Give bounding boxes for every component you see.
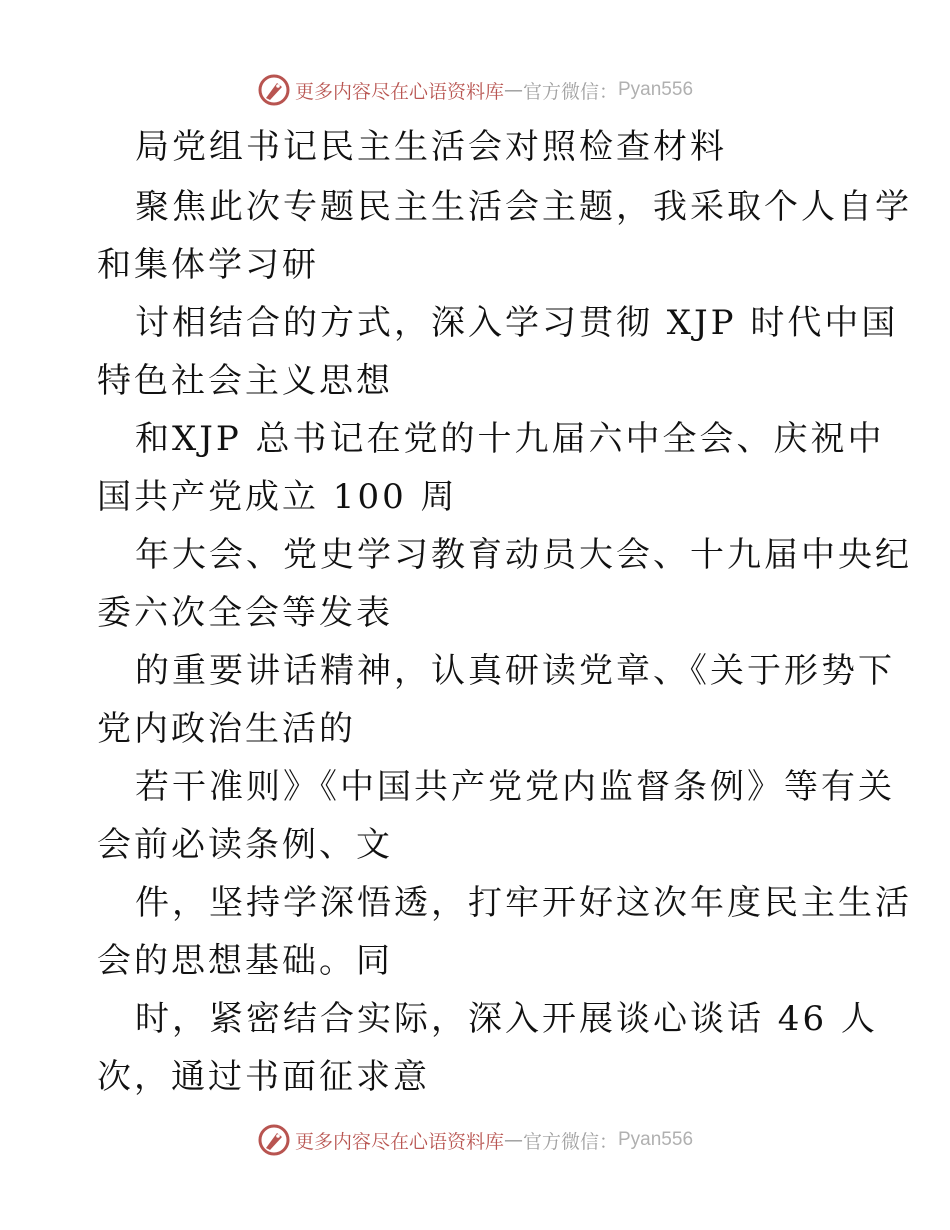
- text-line: 聚焦此次专题民主生活会主题，我采取个人自学: [135, 187, 912, 227]
- pen-nib-logo-icon: [257, 73, 291, 107]
- pen-nib-logo-icon: [257, 1123, 291, 1157]
- watermark-separator: —: [503, 79, 523, 101]
- text-line: 和XJP 总书记在党的十九届六中全会、庆祝中: [135, 419, 885, 459]
- document-title: 局党组书记民主生活会对照检查材料: [135, 127, 727, 167]
- text-line: 委六次全会等发表: [97, 593, 393, 633]
- watermark-official-label: 官方微信：: [522, 80, 618, 103]
- text-line: 会的思想基础。同: [97, 941, 393, 981]
- text-line: 年大会、党史学习教育动员大会、十九届中央纪: [135, 535, 912, 575]
- footer-watermark-banner: [0, 1120, 950, 1160]
- watermark-wechat-id: Pyan556: [618, 1129, 694, 1150]
- text-line: 和集体学习研: [97, 245, 319, 285]
- text-line: 会前必读条例、文: [97, 825, 393, 865]
- text-line: 国共产党成立 100 周: [97, 477, 458, 517]
- text-line: 次，通过书面征求意: [97, 1057, 430, 1097]
- header-watermark-banner: [0, 70, 950, 110]
- text-line: 若干准则》《中国共产党党内监督条例》等有关: [135, 767, 895, 807]
- text-line: 党内政治生活的: [97, 709, 356, 749]
- text-line: 时，紧密结合实际，深入开展谈心谈话 46 人: [135, 999, 878, 1039]
- text-line: 特色社会主义思想: [97, 361, 393, 401]
- watermark-text: 更多内容尽在心语资料库: [294, 80, 504, 103]
- watermark-separator: —: [503, 1129, 523, 1151]
- text-line: 讨相结合的方式，深入学习贯彻 XJP 时代中国: [135, 303, 899, 343]
- watermark-text: 更多内容尽在心语资料库: [294, 1130, 504, 1153]
- watermark-official-label: 官方微信：: [522, 1130, 618, 1153]
- text-line: 的重要讲话精神，认真研读党章、《关于形势下: [135, 651, 895, 691]
- watermark-wechat-id: Pyan556: [618, 79, 694, 100]
- text-line: 件，坚持学深悟透，打牢开好这次年度民主生活: [135, 883, 912, 923]
